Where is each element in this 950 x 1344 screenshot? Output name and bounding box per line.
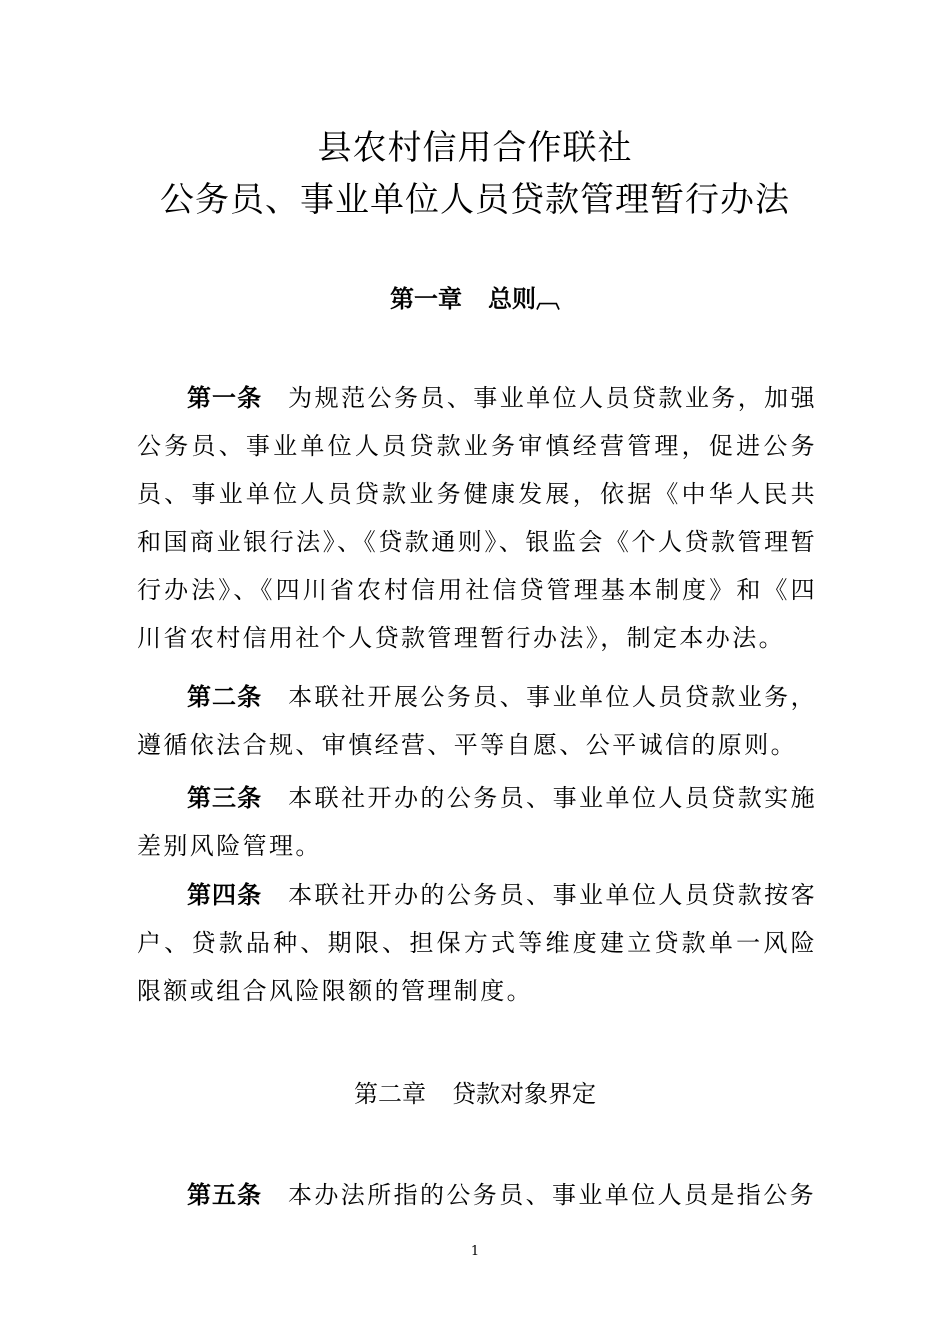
article-label: 第四条: [187, 881, 263, 909]
article-paragraph: [137, 871, 817, 1015]
article-label: 第一条: [187, 384, 263, 412]
article-label: 第三条: [187, 784, 263, 812]
article-label: 第五条: [187, 1181, 262, 1209]
chapter-heading-1: [0, 284, 950, 314]
page-number: 1: [470, 1244, 480, 1259]
article-paragraph: [137, 1171, 817, 1219]
article-text: 本联社开办的公务员、事业单位人员贷款实施差别风险管理。: [137, 784, 818, 860]
chapter-number: 第一章: [390, 285, 462, 313]
article-text: 本办法所指的公务员、事业单位人员是指公务: [288, 1181, 816, 1209]
article-text: 为规范公务员、事业单位人员贷款业务，加强公务员、事业单位人员贷款业务审慎经营管理，促进公务员、事业单位人员贷款业务健康发展，依据《中华人民共和国商业银行法》、《贷款通则》、银监会《个人贷款管理暂行办法》、《四川省农村信用社信贷管理基本制度》和《四川省农村信用社个人贷款管理暂行办法》，制定本办法。: [137, 384, 818, 652]
article-paragraph: [137, 374, 817, 662]
article-text: 本联社开展公务员、事业单位人员贷款业务，遵循依法合规、审慎经营、平等自愿、公平诚信的原则。: [137, 683, 818, 759]
article-label: 第二条: [187, 683, 263, 711]
document-title-line-1: 县农村信用合作联社: [317, 128, 633, 168]
chapter-title: 总则︹: [488, 285, 560, 313]
chapter-title: 贷款对象界定: [452, 1080, 596, 1108]
article-paragraph: [137, 774, 817, 870]
article-text: 本联社开办的公务员、事业单位人员贷款按客户、贷款品种、期限、担保方式等维度建立贷款单一风险限额或组合风险限额的管理制度。: [137, 881, 818, 1005]
chapter-heading-2: [0, 1079, 950, 1109]
document-title-line-2: 公务员、事业单位人员贷款管理暂行办法: [160, 180, 790, 220]
chapter-number: 第二章: [354, 1080, 426, 1108]
article-paragraph: [137, 673, 817, 769]
